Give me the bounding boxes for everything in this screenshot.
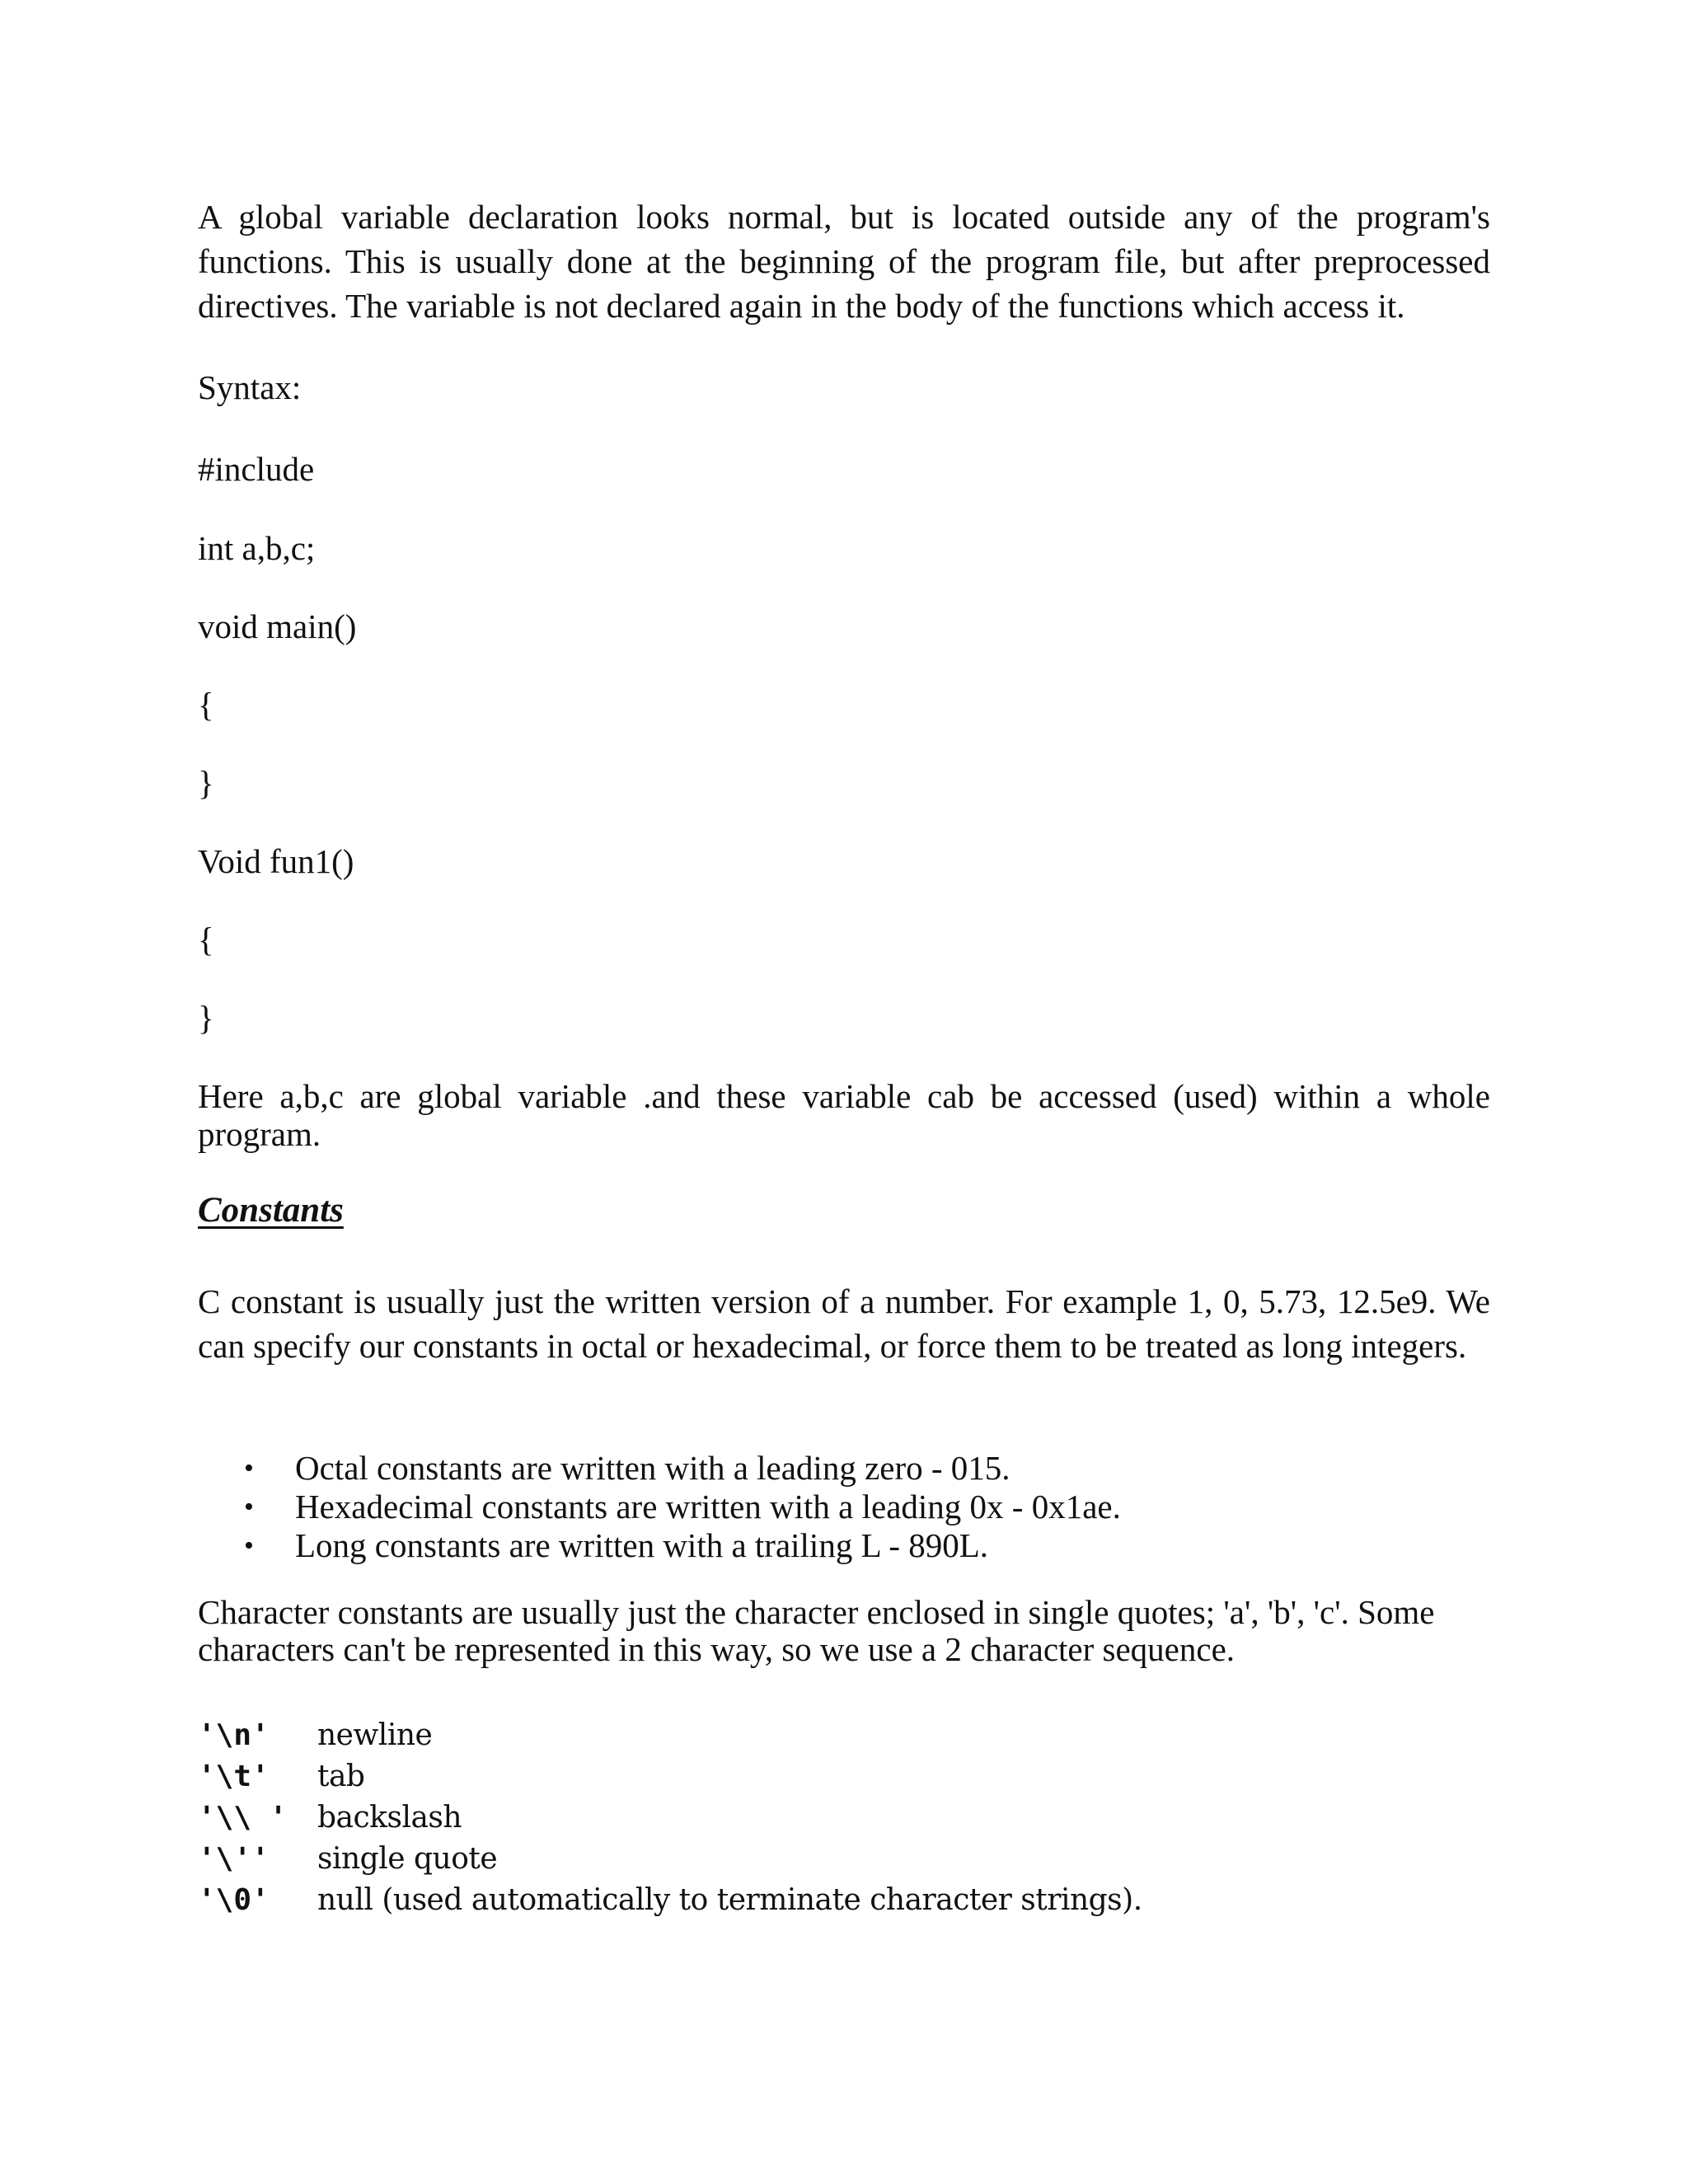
- character-constants-paragraph: Character constants are usually just the character enclosed in single quotes; 'a', 'b', 'c'. Some characters can't be represented in this way, so we use a 2 character sequence.: [198, 1593, 1435, 1668]
- escape-code: '\n': [198, 1718, 270, 1752]
- constants-bullet-list: [198, 1449, 1490, 1565]
- code-line: {: [198, 686, 214, 724]
- escape-row: [198, 1755, 1142, 1797]
- escape-row: [198, 1797, 1142, 1838]
- bullet-text: Octal constants are written with a leading zero - 015.: [295, 1449, 1010, 1487]
- list-item: [198, 1488, 1490, 1526]
- bullet-icon: •: [244, 1492, 254, 1522]
- escape-code: '\t': [198, 1759, 270, 1793]
- code-line: }: [198, 764, 214, 802]
- escape-sequence-table: [198, 1714, 1142, 1920]
- list-item: [198, 1526, 1490, 1565]
- escape-row: [198, 1714, 1142, 1755]
- document-page: [198, 0, 1490, 2184]
- code-line: {: [198, 921, 214, 958]
- code-line: Void fun1(): [198, 842, 354, 880]
- bullet-icon: •: [244, 1453, 254, 1483]
- escape-description: null (used automatically to terminate character strings).: [317, 1882, 1142, 1917]
- constants-heading: Constants: [198, 1191, 344, 1230]
- constants-paragraph: C constant is usually just the written version of a number. For example 1, 0, 5.73, 12.5e9. We can specify our constants in octal or hexadecimal, or force them to be treated as long integers.: [198, 1282, 1490, 1365]
- bullet-text: Hexadecimal constants are written with a leading 0x - 0x1ae.: [295, 1488, 1121, 1526]
- intro-paragraph: A global variable declaration looks normal, but is located outside any of the program's functions. This is usually done at the beginning of the program file, but after preprocessed directives. The variable is not declared again in the body of the functions which access it.: [198, 198, 1490, 325]
- bullet-text: Long constants are written with a trailing L - 890L.: [295, 1526, 989, 1564]
- escape-description: newline: [317, 1718, 433, 1752]
- code-line: #include: [198, 450, 315, 488]
- escape-description: single quote: [317, 1841, 498, 1876]
- escape-description: tab: [317, 1759, 365, 1793]
- escape-row: [198, 1879, 1142, 1920]
- escape-code: '\0': [198, 1882, 270, 1917]
- bullet-icon: •: [244, 1530, 254, 1561]
- global-variable-note: Here a,b,c are global variable .and these variable cab be accessed (used) within a whole program.: [198, 1077, 1490, 1153]
- escape-code: '\\ ': [198, 1800, 288, 1835]
- code-line: int a,b,c;: [198, 529, 316, 567]
- syntax-label: Syntax:: [198, 368, 302, 406]
- escape-code: '\'': [198, 1841, 270, 1876]
- code-line: void main(): [198, 607, 357, 645]
- code-line: }: [198, 999, 214, 1037]
- escape-description: backslash: [317, 1800, 462, 1835]
- list-item: [198, 1449, 1490, 1488]
- escape-row: [198, 1838, 1142, 1879]
